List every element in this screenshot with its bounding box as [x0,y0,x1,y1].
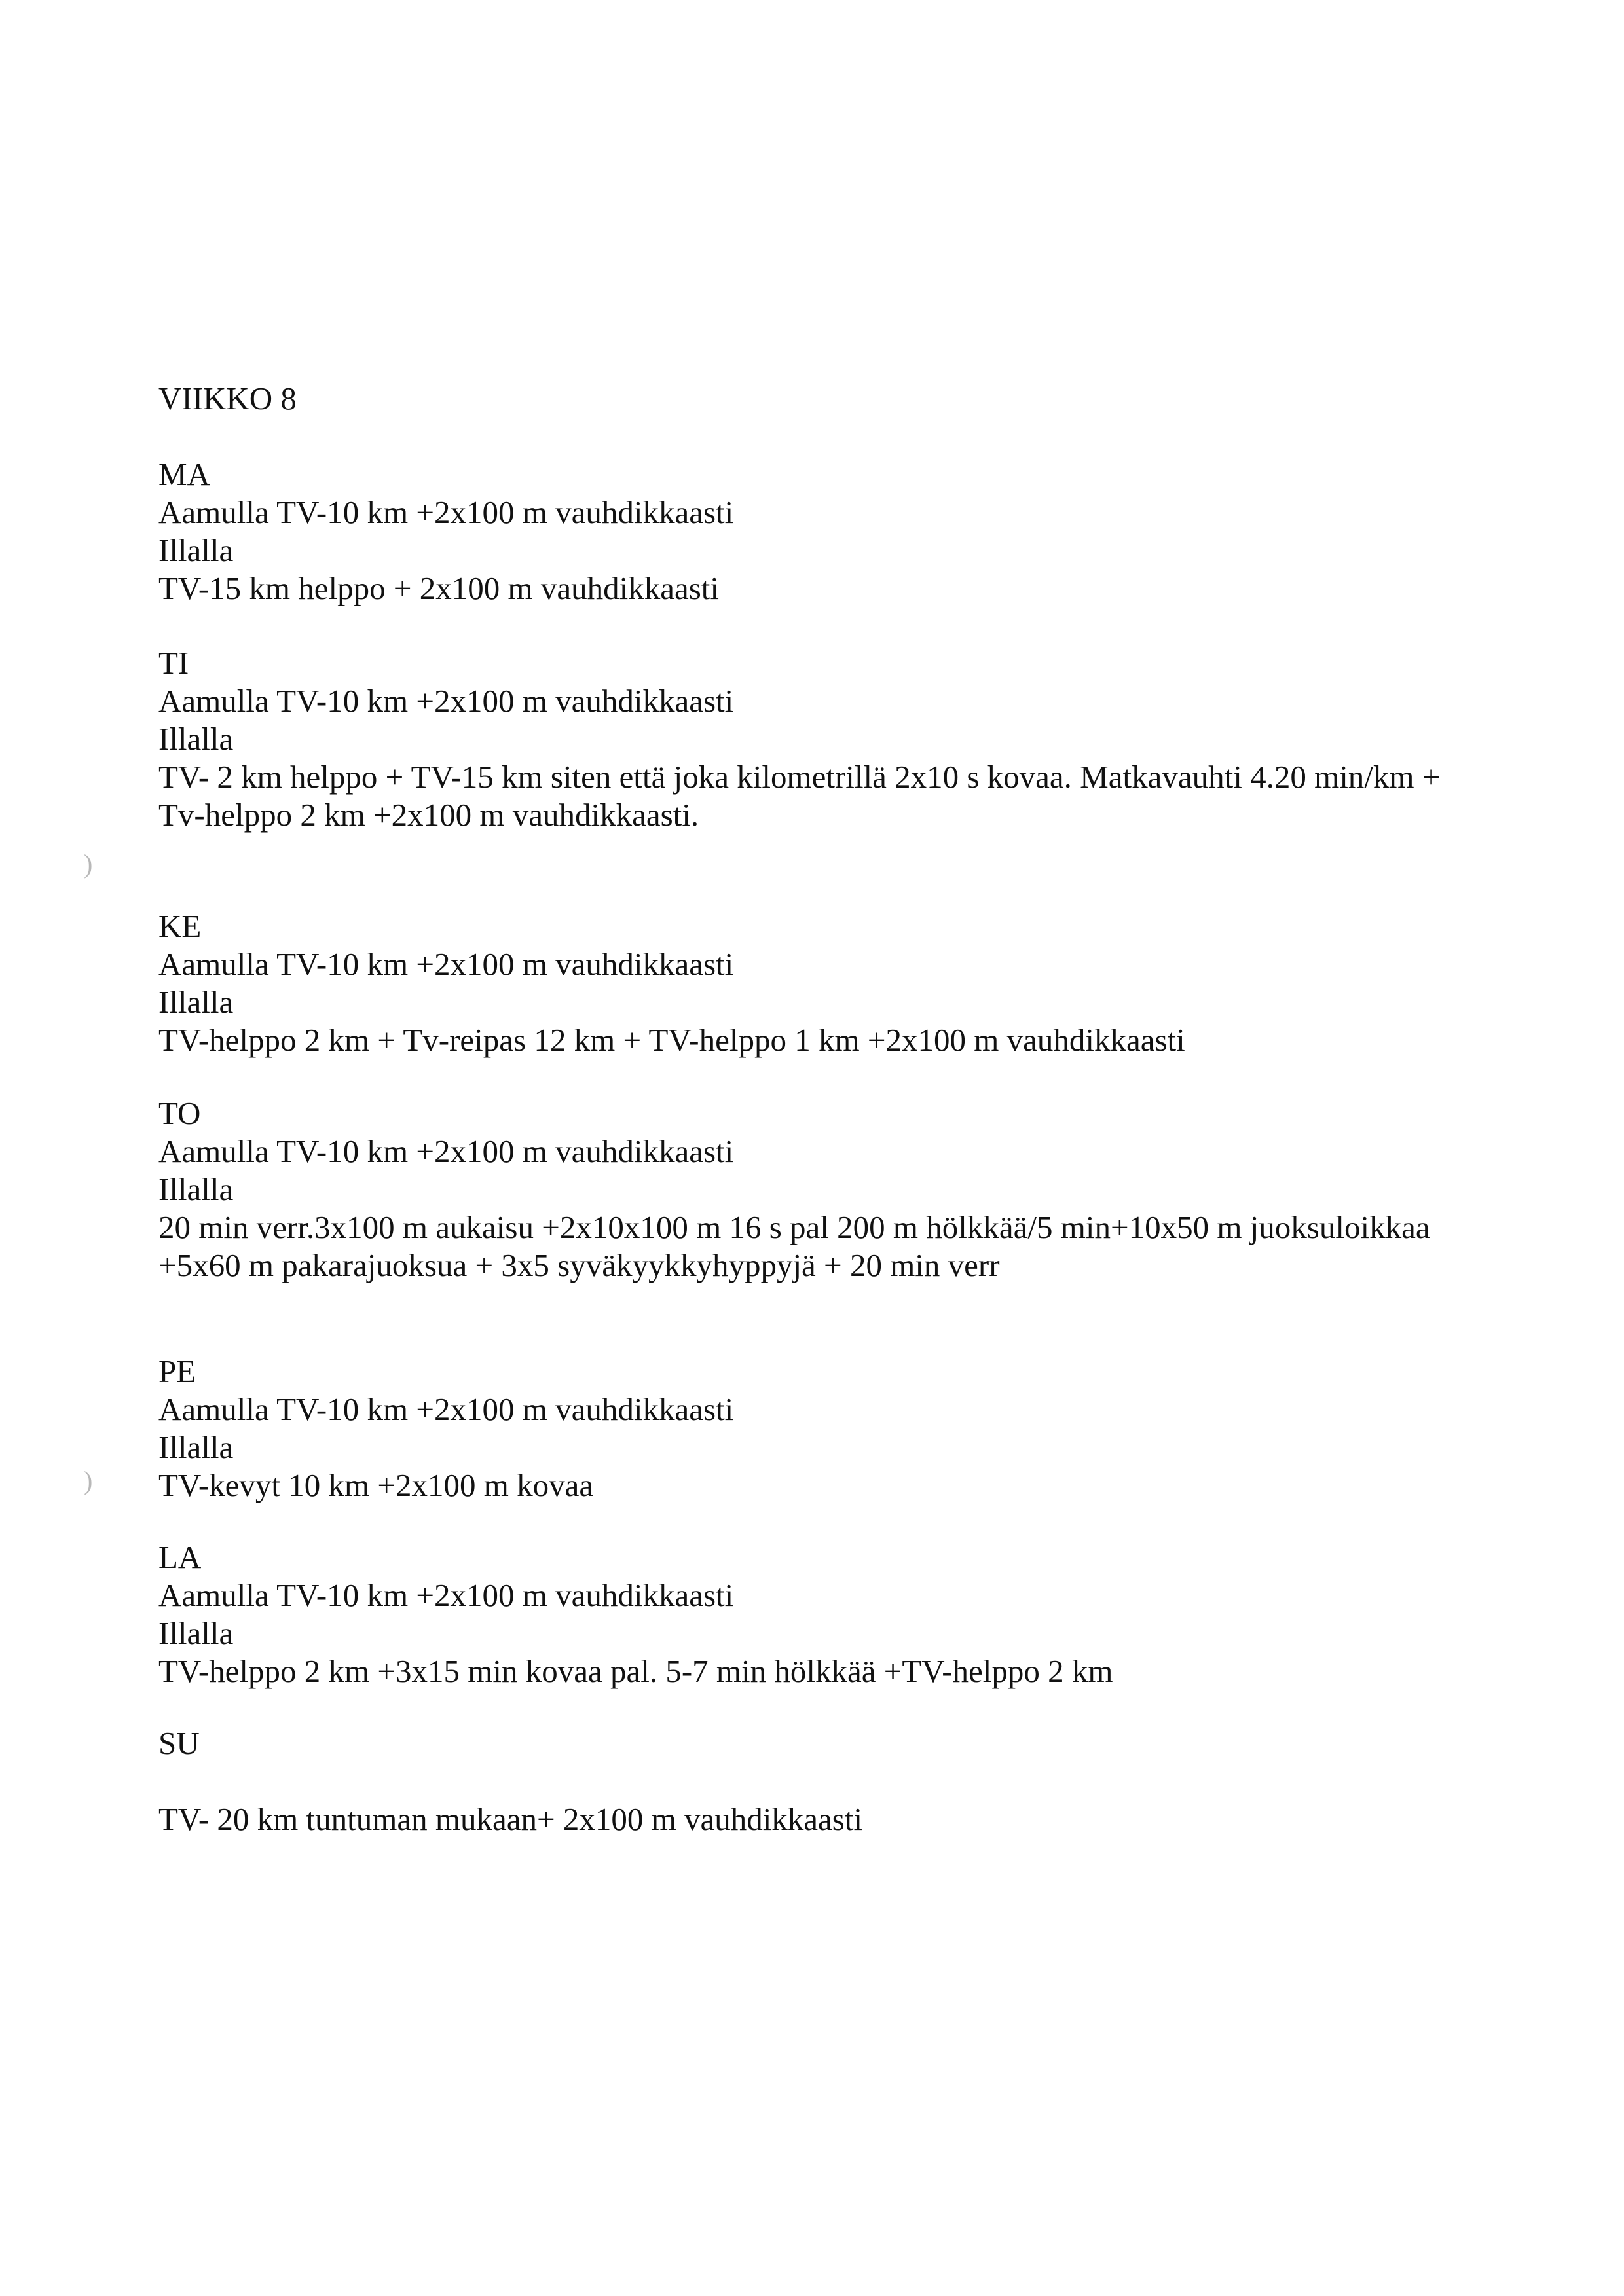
evening-line: TV- 2 km helppo + TV-15 km siten että joka kilometrillä 2x10 s kovaa. Matkavauhti 4.20 min/km + [158,759,1441,795]
evening-line: TV-helppo 2 km +3x15 min kovaa pal. 5-7 min hölkkää +TV-helppo 2 km [158,1653,1113,1689]
morning-line: Aamulla TV-10 km +2x100 m vauhdikkaasti [158,1133,734,1169]
day-label: MA [158,456,210,492]
morning-line: Aamulla TV-10 km +2x100 m vauhdikkaasti [158,494,734,530]
evening-line: TV-15 km helppo + 2x100 m vauhdikkaasti [158,570,720,606]
morning-line: Aamulla TV-10 km +2x100 m vauhdikkaasti [158,683,734,719]
day-label: TO [158,1095,201,1131]
session-line: TV- 20 km tuntuman mukaan+ 2x100 m vauhdikkaasti [158,1801,863,1837]
evening-line-continued: Tv-helppo 2 km +2x100 m vauhdikkaasti. [158,797,699,833]
evening-label: Illalla [158,1615,234,1651]
scan-mark: ) [84,1466,93,1495]
evening-label: Illalla [158,1429,234,1465]
evening-label: Illalla [158,1171,234,1207]
evening-label: Illalla [158,532,234,568]
day-label: SU [158,1725,200,1761]
evening-line: TV-kevyt 10 km +2x100 m kovaa [158,1467,594,1503]
morning-line: Aamulla TV-10 km +2x100 m vauhdikkaasti [158,946,734,982]
morning-line: Aamulla TV-10 km +2x100 m vauhdikkaasti [158,1391,734,1427]
day-section-su [158,1724,1573,1838]
day-label: TI [158,645,189,681]
evening-line: 20 min verr.3x100 m aukaisu +2x10x100 m 16 s pal 200 m hölkkää/5 min+10x50 m juoksuloikkaa [158,1209,1430,1245]
day-section-ti [158,644,1573,834]
day-section-ke [158,907,1573,1059]
day-label: PE [158,1353,196,1389]
evening-line: TV-helppo 2 km + Tv-reipas 12 km + TV-helppo 1 km +2x100 m vauhdikkaasti [158,1022,1185,1058]
evening-label: Illalla [158,984,234,1020]
evening-label: Illalla [158,721,234,757]
page-title: VIIKKO 8 [158,380,297,416]
day-label: LA [158,1539,202,1575]
morning-line: Aamulla TV-10 km +2x100 m vauhdikkaasti [158,1577,734,1613]
day-section-la [158,1539,1573,1690]
day-section-ma [158,456,1573,608]
evening-line-continued: +5x60 m pakarajuoksua + 3x5 syväkyykkyhyppyjä + 20 min verr [158,1247,1000,1283]
day-label: KE [158,908,202,944]
day-section-to [158,1095,1573,1285]
day-section-pe [158,1353,1573,1504]
blank-line [158,1762,1573,1800]
scan-mark: ) [84,849,93,879]
